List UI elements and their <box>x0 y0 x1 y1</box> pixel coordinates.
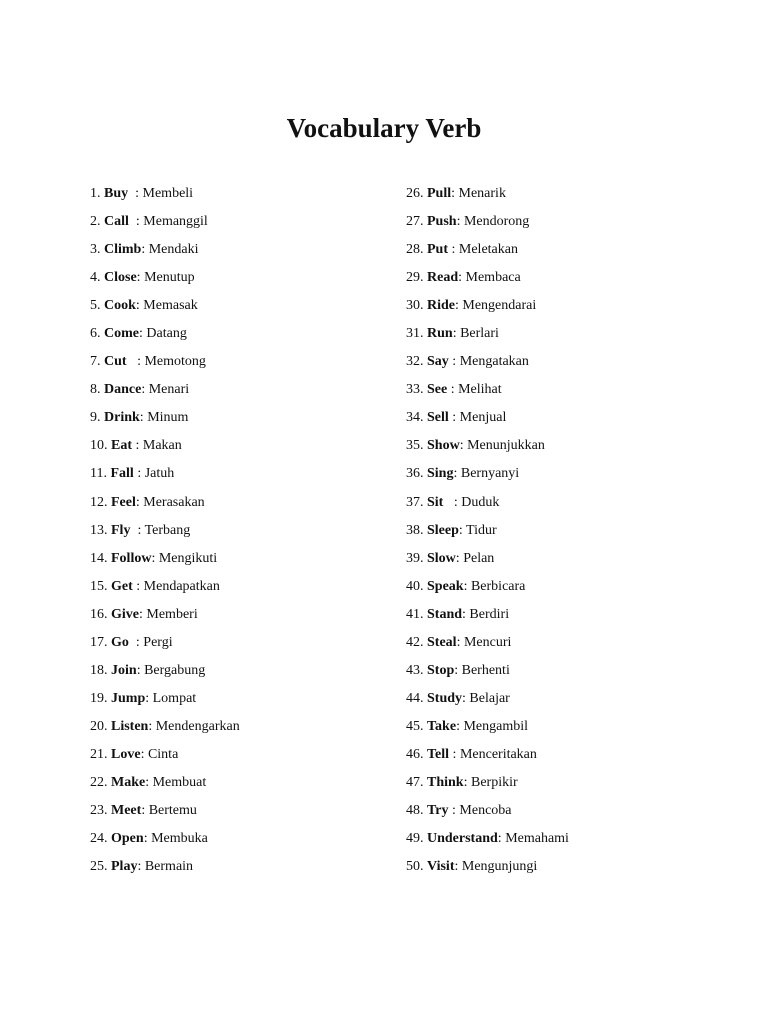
entry-number: 32. <box>406 354 424 370</box>
entry-separator: : <box>126 354 145 370</box>
entry-number: 41. <box>406 606 424 622</box>
vocabulary-entry <box>90 517 240 545</box>
entry-verb: Open <box>111 831 144 847</box>
entry-separator: : <box>451 186 459 201</box>
entry-verb: Steal <box>427 634 457 650</box>
entry-verb: Call <box>104 214 129 230</box>
entry-separator: : <box>452 326 461 342</box>
entry-number: 39. <box>406 550 424 566</box>
entry-number: 11. <box>90 466 107 482</box>
entry-separator: : <box>132 578 144 594</box>
vocabulary-entry <box>90 685 240 713</box>
entry-number: 10. <box>90 438 108 454</box>
entry-meaning: Mendorong <box>463 214 530 230</box>
entry-separator: : <box>136 662 145 678</box>
entry-number: 28. <box>406 242 424 258</box>
entry-verb: Speak <box>427 578 464 594</box>
entry-number: 26. <box>406 186 424 201</box>
entry-meaning: Menceritakan <box>459 746 537 762</box>
vocabulary-entry <box>90 180 240 208</box>
entry-verb: Stop <box>427 662 455 678</box>
vocabulary-entry <box>90 292 240 320</box>
entry-number: 12. <box>90 494 108 510</box>
vocabulary-entry <box>90 404 240 432</box>
entry-verb: Ride <box>427 298 455 314</box>
entry-meaning: Berpikir <box>470 774 518 790</box>
entry-separator: : <box>141 803 149 819</box>
entry-verb: Get <box>111 578 133 594</box>
entry-meaning: Datang <box>146 326 187 342</box>
entry-number: 20. <box>90 718 108 734</box>
entry-verb: Go <box>111 634 129 650</box>
entry-meaning: Berhenti <box>461 662 510 678</box>
vocabulary-entry <box>406 489 569 517</box>
entry-number: 34. <box>406 410 424 426</box>
vocabulary-entry <box>406 853 569 881</box>
entry-verb: Understand <box>427 831 498 847</box>
entry-separator: : <box>462 690 470 706</box>
vocabulary-entry <box>90 460 240 488</box>
entry-number: 25. <box>90 859 108 875</box>
entry-separator: : <box>133 466 145 482</box>
entry-separator: : <box>448 354 460 370</box>
entry-separator: : <box>145 774 153 790</box>
entry-number: 24. <box>90 831 108 847</box>
vocabulary-entry <box>90 264 240 292</box>
vocabulary-entry <box>406 376 569 404</box>
entry-verb: Listen <box>111 718 149 734</box>
entry-separator: : <box>128 634 144 650</box>
entry-number: 37. <box>406 494 424 510</box>
entry-number: 4. <box>90 270 101 286</box>
entry-number: 3. <box>90 242 101 258</box>
entry-meaning: Mengambil <box>463 718 528 734</box>
entry-separator: : <box>443 494 462 510</box>
entry-separator: : <box>456 214 464 230</box>
entry-separator: : <box>151 550 159 566</box>
entry-number: 40. <box>406 578 424 594</box>
entry-meaning: Minum <box>147 410 189 426</box>
entry-meaning: Pelan <box>463 550 495 566</box>
entry-number: 50. <box>406 859 424 875</box>
entry-meaning: Membeli <box>142 186 194 201</box>
entry-verb: Sell <box>427 410 449 426</box>
entry-separator: : <box>148 718 156 734</box>
entry-verb: Try <box>427 803 449 819</box>
entry-meaning: Membuka <box>151 831 208 847</box>
entry-meaning: Menarik <box>458 186 506 201</box>
vocabulary-list-left <box>90 180 240 881</box>
entry-verb: Buy <box>104 186 129 201</box>
entry-separator: : <box>139 326 147 342</box>
vocabulary-entry <box>90 348 240 376</box>
entry-meaning: Belajar <box>469 690 510 706</box>
entry-verb: Love <box>111 746 141 762</box>
entry-separator: : <box>455 550 464 566</box>
entry-verb: Meet <box>111 803 142 819</box>
entry-number: 18. <box>90 662 108 678</box>
vocabulary-entry <box>90 601 240 629</box>
entry-separator: : <box>128 186 143 201</box>
entry-verb: Climb <box>104 242 142 258</box>
vocabulary-entry <box>406 629 569 657</box>
entry-meaning: Menutup <box>144 270 195 286</box>
entry-verb: Give <box>111 606 139 622</box>
entry-verb: Think <box>427 774 464 790</box>
vocabulary-entry <box>90 741 240 769</box>
entry-meaning: Memanggil <box>143 214 208 230</box>
entry-meaning: Bertemu <box>148 803 197 819</box>
entry-meaning: Memberi <box>146 606 198 622</box>
entry-verb: Tell <box>427 746 450 762</box>
vocabulary-entry <box>406 769 569 797</box>
vocabulary-entry <box>406 180 569 208</box>
entry-number: 7. <box>90 354 101 370</box>
entry-separator: : <box>455 298 463 314</box>
entry-separator: : <box>454 662 462 678</box>
vocabulary-entry <box>90 376 240 404</box>
vocabulary-entry <box>90 825 240 853</box>
entry-separator: : <box>448 410 460 426</box>
entry-meaning: Membaca <box>465 270 521 286</box>
entry-meaning: Menari <box>148 382 190 398</box>
vocabulary-entry <box>406 236 569 264</box>
entry-separator: : <box>463 578 471 594</box>
entry-number: 46. <box>406 746 424 762</box>
entry-verb: Visit <box>427 859 455 875</box>
entry-meaning: Memahami <box>505 831 569 847</box>
vocabulary-entry <box>90 713 240 741</box>
entry-number: 29. <box>406 270 424 286</box>
vocabulary-entry <box>90 853 240 881</box>
entry-verb: Show <box>427 438 460 454</box>
entry-verb: Join <box>111 662 137 678</box>
vocabulary-entry <box>90 573 240 601</box>
page-title: Vocabulary Verb <box>286 113 482 144</box>
vocabulary-entry <box>90 489 240 517</box>
entry-meaning: Mengunjungi <box>461 859 538 875</box>
vocabulary-entry <box>406 432 569 460</box>
entry-meaning: Melihat <box>458 382 502 398</box>
vocabulary-entry <box>406 797 569 825</box>
vocabulary-entry <box>406 825 569 853</box>
entry-meaning: Berbicara <box>470 578 526 594</box>
vocabulary-entry <box>90 320 240 348</box>
entry-separator: : <box>448 803 460 819</box>
entry-meaning: Duduk <box>461 494 500 510</box>
vocabulary-entry <box>406 292 569 320</box>
entry-verb: Pull <box>427 186 452 201</box>
vocabulary-entry <box>90 629 240 657</box>
entry-verb: Follow <box>111 550 152 566</box>
entry-verb: Close <box>104 270 137 286</box>
entry-verb: Put <box>427 242 448 258</box>
vocabulary-entry <box>90 769 240 797</box>
entry-separator: : <box>448 242 459 258</box>
entry-verb: Study <box>427 690 463 706</box>
vocabulary-entry <box>406 208 569 236</box>
entry-meaning: Bergabung <box>144 662 206 678</box>
entry-verb: Push <box>427 214 457 230</box>
vocabulary-entry <box>406 545 569 573</box>
entry-number: 14. <box>90 550 108 566</box>
vocabulary-entry <box>406 320 569 348</box>
entry-meaning: Memotong <box>144 354 206 370</box>
entry-verb: Fly <box>111 522 131 538</box>
entry-number: 6. <box>90 326 101 342</box>
vocabulary-entry <box>406 685 569 713</box>
vocabulary-entry <box>90 208 240 236</box>
vocabulary-list-right <box>406 180 569 881</box>
vocabulary-entry <box>406 404 569 432</box>
entry-separator: : <box>136 270 145 286</box>
entry-number: 44. <box>406 690 424 706</box>
entry-meaning: Pergi <box>143 634 173 650</box>
entry-verb: Drink <box>104 410 140 426</box>
entry-meaning: Memasak <box>143 298 198 314</box>
vocabulary-entry <box>406 517 569 545</box>
entry-number: 9. <box>90 410 101 426</box>
entry-number: 35. <box>406 438 424 454</box>
entry-separator: : <box>458 270 466 286</box>
entry-meaning: Tidur <box>466 522 497 538</box>
entry-meaning: Mengatakan <box>459 354 529 370</box>
entry-meaning: Bernyanyi <box>460 466 520 482</box>
vocabulary-entry <box>90 432 240 460</box>
entry-meaning: Mendapatkan <box>143 578 220 594</box>
entry-number: 19. <box>90 690 108 706</box>
entry-separator: : <box>456 634 464 650</box>
entry-number: 47. <box>406 774 424 790</box>
entry-separator: : <box>140 746 148 762</box>
entry-number: 36. <box>406 466 424 482</box>
entry-verb: Sit <box>427 494 444 510</box>
entry-meaning: Mendaki <box>148 242 199 258</box>
entry-meaning: Menjual <box>459 410 507 426</box>
entry-number: 38. <box>406 522 424 538</box>
entry-number: 42. <box>406 634 424 650</box>
entry-meaning: Mencuri <box>463 634 512 650</box>
entry-number: 23. <box>90 803 108 819</box>
entry-number: 30. <box>406 298 424 314</box>
vocabulary-entry <box>90 797 240 825</box>
entry-verb: Take <box>427 718 457 734</box>
entry-meaning: Mengikuti <box>158 550 218 566</box>
entry-separator: : <box>447 382 459 398</box>
entry-separator: : <box>463 774 471 790</box>
entry-number: 1. <box>90 186 101 201</box>
entry-verb: Sleep <box>427 522 459 538</box>
entry-number: 21. <box>90 746 108 762</box>
vocabulary-entry <box>406 657 569 685</box>
entry-meaning: Membuat <box>152 774 207 790</box>
entry-separator: : <box>128 214 144 230</box>
entry-meaning: Makan <box>142 438 182 454</box>
entry-meaning: Berlari <box>460 326 499 342</box>
entry-meaning: Mengendarai <box>462 298 537 314</box>
entry-meaning: Jatuh <box>144 466 175 482</box>
vocabulary-entry <box>90 545 240 573</box>
entry-verb: Sing <box>427 466 454 482</box>
entry-verb: Stand <box>427 606 463 622</box>
entry-meaning: Meletakan <box>458 242 518 258</box>
entry-verb: Make <box>111 774 146 790</box>
entry-separator: : <box>462 606 470 622</box>
vocabulary-entry <box>406 741 569 769</box>
entry-separator: : <box>141 382 149 398</box>
entry-meaning: Terbang <box>144 522 191 538</box>
vocabulary-entry <box>90 236 240 264</box>
entry-verb: Slow <box>427 550 456 566</box>
vocabulary-entry <box>406 713 569 741</box>
entry-separator: : <box>456 718 464 734</box>
entry-separator: : <box>139 410 148 426</box>
entry-separator: : <box>453 466 461 482</box>
entry-number: 27. <box>406 214 424 230</box>
entry-separator: : <box>458 522 467 538</box>
entry-verb: Fall <box>110 466 134 482</box>
vocabulary-entry <box>406 264 569 292</box>
entry-separator: : <box>143 831 152 847</box>
entry-number: 22. <box>90 774 108 790</box>
entry-separator: : <box>137 859 145 875</box>
entry-separator: : <box>459 438 468 454</box>
entry-number: 16. <box>90 606 108 622</box>
entry-separator: : <box>145 690 153 706</box>
entry-number: 17. <box>90 634 108 650</box>
entry-meaning: Berdiri <box>469 606 510 622</box>
entry-separator: : <box>130 522 145 538</box>
entry-separator: : <box>454 859 462 875</box>
entry-meaning: Lompat <box>152 690 197 706</box>
entry-separator: : <box>135 298 144 314</box>
vocabulary-entry <box>406 460 569 488</box>
entry-verb: Cut <box>104 354 127 370</box>
entry-number: 13. <box>90 522 108 538</box>
vocabulary-entry <box>406 573 569 601</box>
entry-verb: Jump <box>111 690 146 706</box>
entry-number: 31. <box>406 326 424 342</box>
vocabulary-entry <box>90 657 240 685</box>
entry-separator: : <box>132 438 143 454</box>
entry-number: 5. <box>90 298 101 314</box>
entry-verb: Read <box>427 270 459 286</box>
entry-number: 2. <box>90 214 101 230</box>
entry-verb: Play <box>111 859 138 875</box>
vocabulary-entry <box>406 348 569 376</box>
entry-separator: : <box>135 494 144 510</box>
entry-meaning: Bermain <box>144 859 194 875</box>
entry-verb: Eat <box>111 438 132 454</box>
entry-number: 49. <box>406 831 424 847</box>
entry-verb: Run <box>427 326 453 342</box>
entry-meaning: Mencoba <box>459 803 512 819</box>
entry-verb: Dance <box>104 382 142 398</box>
entry-verb: See <box>427 382 448 398</box>
entry-number: 8. <box>90 382 101 398</box>
entry-separator: : <box>141 242 149 258</box>
entry-verb: Come <box>104 326 139 342</box>
entry-number: 48. <box>406 803 424 819</box>
entry-separator: : <box>449 746 460 762</box>
entry-verb: Feel <box>111 494 136 510</box>
entry-meaning: Mendengarkan <box>155 718 240 734</box>
entry-meaning: Menunjukkan <box>467 438 545 454</box>
entry-verb: Cook <box>104 298 136 314</box>
entry-number: 43. <box>406 662 424 678</box>
entry-meaning: Cinta <box>147 746 179 762</box>
entry-verb: Say <box>427 354 449 370</box>
vocabulary-entry <box>406 601 569 629</box>
entry-number: 33. <box>406 382 424 398</box>
entry-separator: : <box>497 831 506 847</box>
entry-number: 15. <box>90 578 108 594</box>
entry-meaning: Merasakan <box>143 494 205 510</box>
entry-separator: : <box>139 606 147 622</box>
entry-number: 45. <box>406 718 424 734</box>
